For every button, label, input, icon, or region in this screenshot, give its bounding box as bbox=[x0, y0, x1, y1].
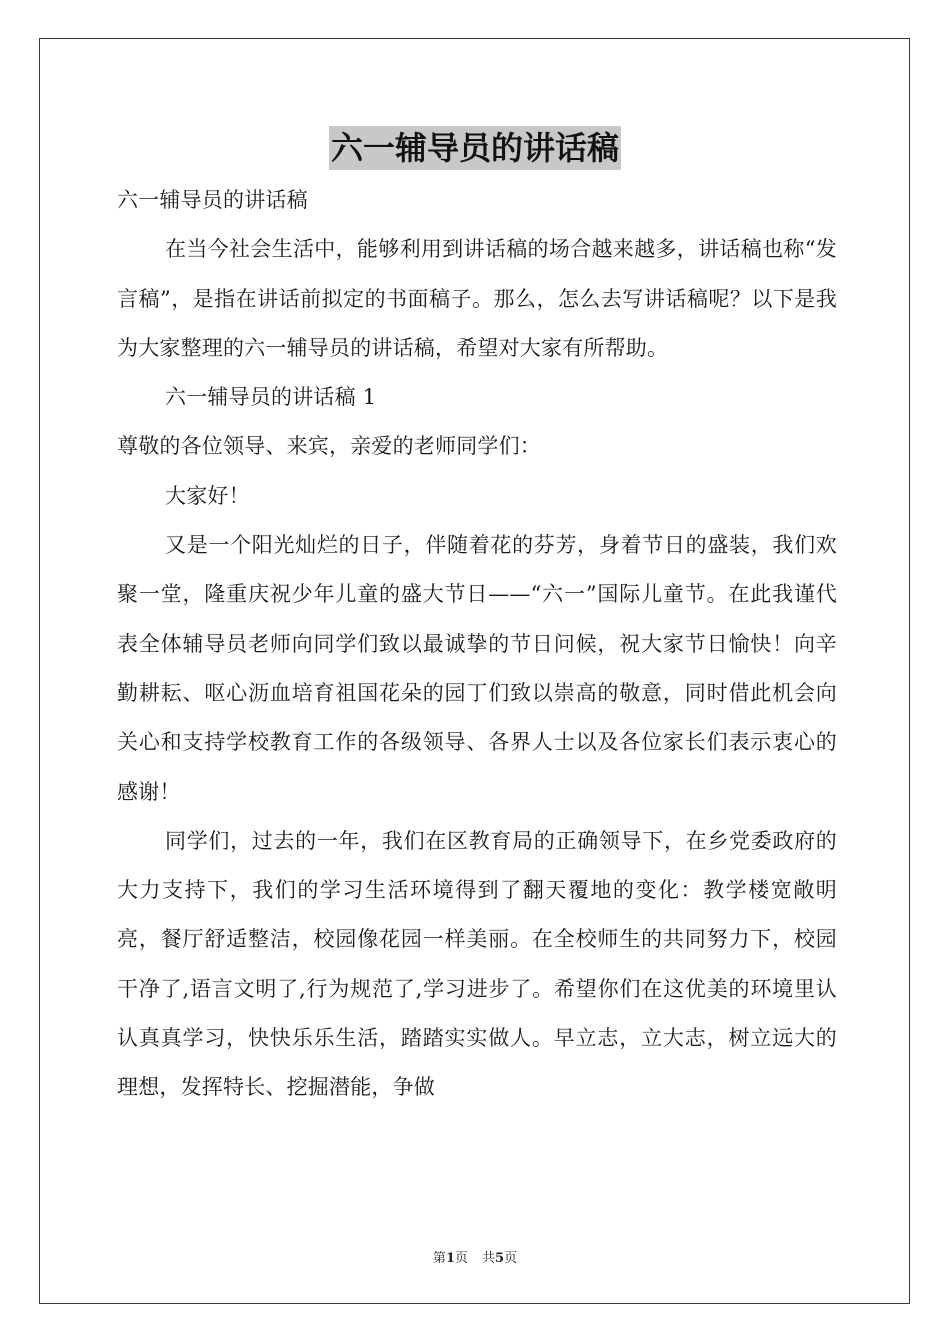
document-body bbox=[117, 176, 837, 1113]
total-prefix: 共 bbox=[482, 1251, 496, 1266]
paragraph-subtitle: 六一辅导员的讲话稿 bbox=[117, 188, 308, 212]
paragraph-salutation: 尊敬的各位领导、来宾，亲爱的老师同学们： bbox=[117, 434, 541, 459]
page-suffix: 页 bbox=[454, 1251, 468, 1266]
paragraph-section-heading: 六一辅导员的讲话稿 1 bbox=[165, 385, 377, 410]
page-footer bbox=[0, 1247, 950, 1266]
title-wrap bbox=[0, 126, 950, 170]
total-suffix: 页 bbox=[504, 1251, 518, 1266]
total-pages: 5 bbox=[495, 1251, 505, 1266]
paragraph-body-2: 同学们，过去的一年，我们在区教育局的正确领导下，在乡党委政府的大力支持下，我们的学习生活环境得到了翻天覆地的变化：教学楼宽敞明亮，餐厅舒适整洁，校园像花园一样美丽。在全校师生的共同努力下，校园干净了,语言文明了,行为规范了,学习进步了。希望你们在这优美的环境里认认真真学习，快快乐乐生活，踏踏实实做人。早立志，立大志，树立远大的理想，发挥特长、挖掘潜能，争做 bbox=[117, 828, 837, 1100]
page-number: 1 bbox=[445, 1251, 455, 1266]
paragraph-intro: 在当今社会生活中，能够利用到讲话稿的场合越来越多，讲话稿也称“发言稿”，是指在讲话前拟定的书面稿子。那么，怎么去写讲话稿呢？以下是我为大家整理的六一辅导员的讲话稿，希望对大家有所帮助。 bbox=[117, 237, 837, 360]
paragraph-body-1: 又是一个阳光灿烂的日子，伴随着花的芬芳，身着节日的盛装，我们欢聚一堂，隆重庆祝少年儿童的盛大节日——“六一”国际儿童节。在此我谨代表全体辅导员老师向同学们致以最诚挚的节日问候，祝大家节日愉快！向辛勤耕耘、呕心沥血培育祖国花朵的园丁们致以崇高的敬意，同时借此机会向关心和支持学校教育工作的各级领导、各界人士以及各位家长们表示衷心的感谢！ bbox=[117, 533, 837, 804]
paragraph-greeting: 大家好！ bbox=[165, 483, 250, 508]
document-title: 六一辅导员的讲话稿 bbox=[329, 126, 621, 170]
page-prefix: 第 bbox=[432, 1251, 446, 1266]
